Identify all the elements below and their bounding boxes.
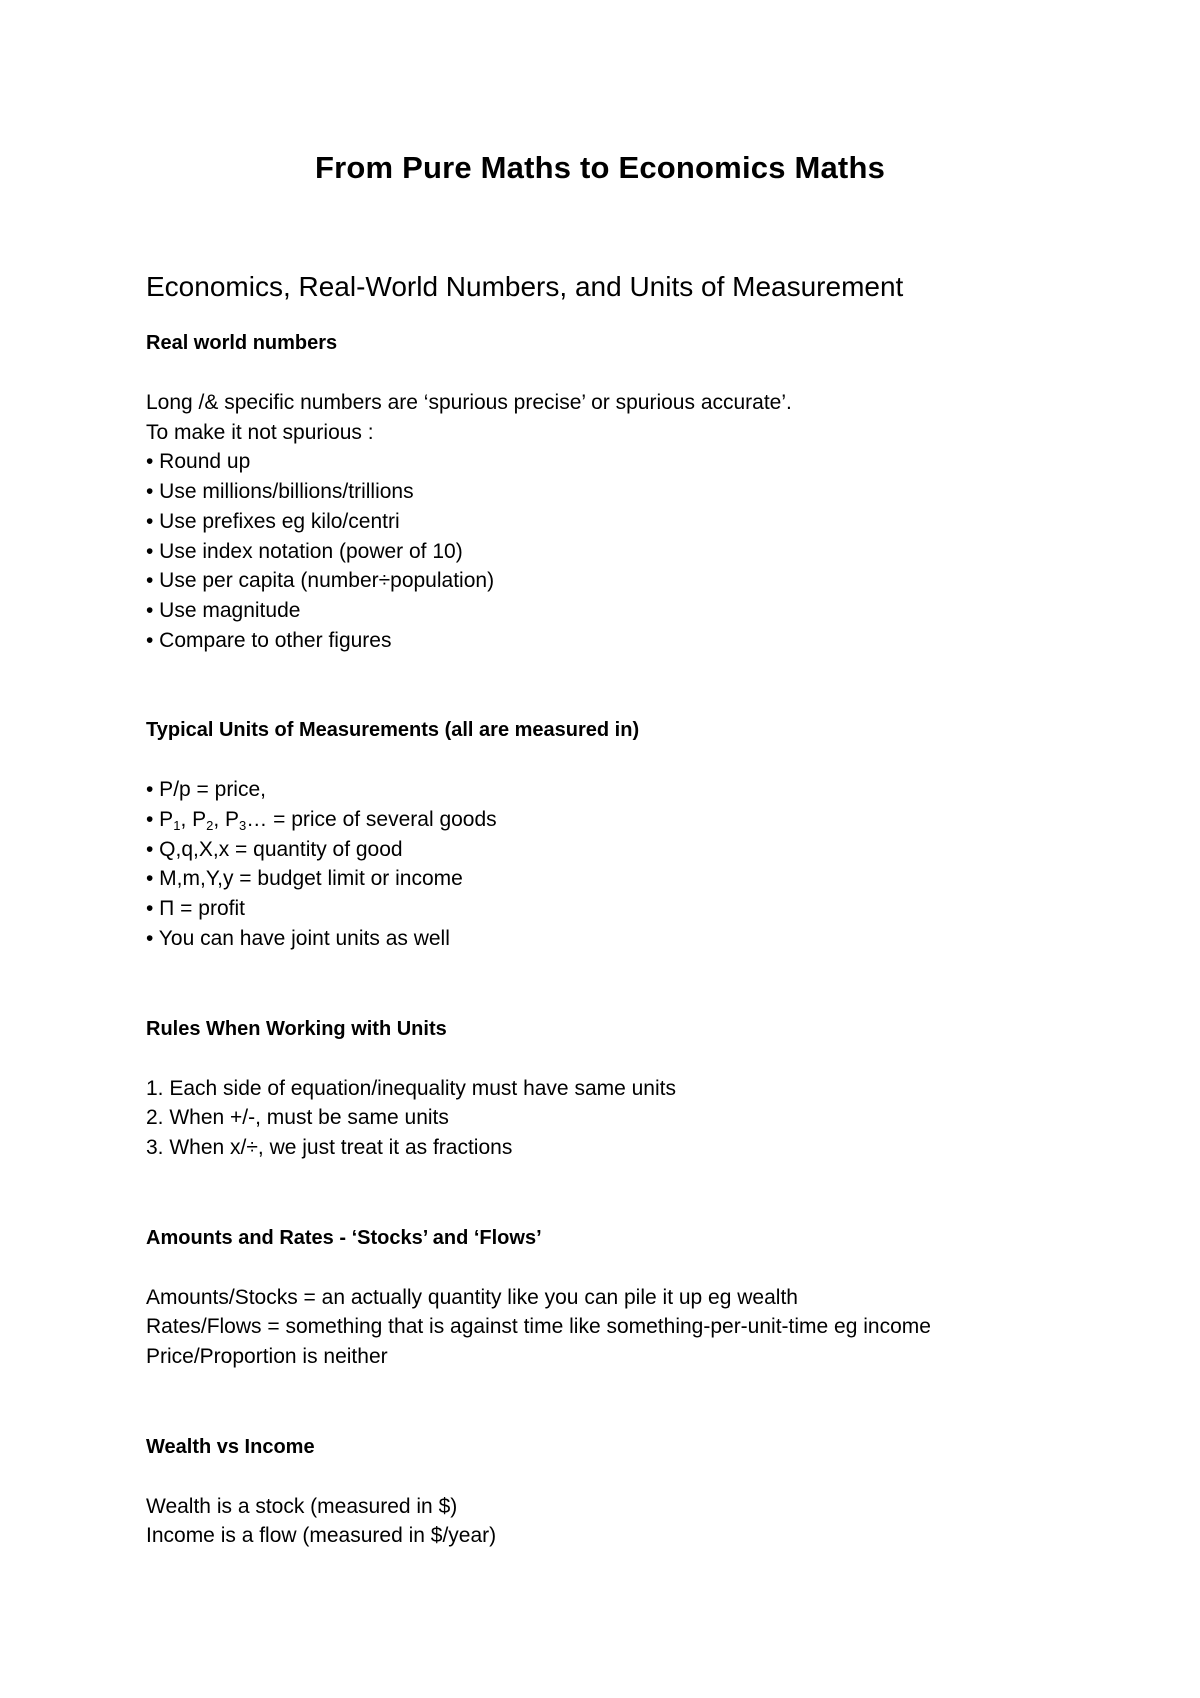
list-item-text: , P (213, 808, 240, 832)
list-item: 1. Each side of equation/inequality must have same units (146, 1076, 676, 1100)
paragraph-line: Income is a flow (measured in $/year) (146, 1524, 497, 1548)
document-body (146, 270, 1146, 1551)
list-item: • P/p = price, (146, 778, 266, 802)
section-heading: Real world numbers (146, 332, 338, 354)
intro-paragraph (146, 388, 1146, 447)
list-item: • Q,q,X,x = quantity of good (146, 837, 403, 861)
list-item: • Use index notation (power of 10) (146, 539, 463, 563)
list-item: • Use per capita (number÷population) (146, 569, 495, 593)
section-real-world-numbers (146, 328, 1146, 655)
list-item: • Π = profit (146, 897, 245, 921)
section-spacer (146, 954, 1146, 1014)
section-heading: Typical Units of Measurements (all are measured in) (146, 719, 640, 742)
paragraph-line: Long /& specific numbers are ‘spurious precise’ or spurious accurate’. (146, 391, 792, 414)
list-item-text: … = price of several goods (246, 808, 497, 832)
paragraph (146, 1492, 1146, 1551)
document-title: From Pure Maths to Economics Maths (314, 150, 886, 185)
paragraph-line: Price/Proportion is neither (146, 1345, 388, 1369)
list-item: • Use millions/billions/trillions (146, 480, 414, 504)
section-typical-units (146, 715, 1146, 953)
subscript: 3 (239, 818, 247, 834)
numbered-list (146, 1074, 1146, 1163)
list-item-text: • P (146, 808, 174, 832)
list-item: • Use magnitude (146, 598, 301, 622)
section-amounts-rates (146, 1223, 1146, 1372)
section-heading: Amounts and Rates - ‘Stocks’ and ‘Flows’ (146, 1226, 542, 1249)
section-wealth-income (146, 1432, 1146, 1551)
bullet-list (146, 775, 1146, 953)
paragraph-line: Amounts/Stocks = an actually quantity like you can pile it up eg wealth (146, 1285, 798, 1309)
list-item: • You can have joint units as well (146, 926, 450, 950)
subscript: 1 (173, 818, 181, 834)
paragraph (146, 1283, 1146, 1372)
paragraph-line: Wealth is a stock (measured in $) (146, 1494, 458, 1518)
section-spacer (146, 655, 1146, 715)
section-rules-units (146, 1014, 1146, 1163)
section-spacer (146, 1163, 1146, 1223)
list-item: • Round up (146, 450, 251, 474)
subscript: 2 (206, 818, 214, 834)
list-item: • Compare to other figures (146, 628, 392, 652)
list-item: 2. When +/-, must be same units (146, 1106, 449, 1130)
list-item (146, 805, 1146, 835)
bullet-list (146, 447, 1146, 655)
section-spacer (146, 1372, 1146, 1432)
section-heading: Wealth vs Income (146, 1435, 315, 1458)
list-item: 3. When x/÷, we just treat it as fractions (146, 1135, 513, 1159)
list-item: • M,m,Y,y = budget limit or income (146, 867, 463, 891)
paragraph-line: To make it not spurious : (146, 420, 374, 444)
list-item: • Use prefixes eg kilo/centri (146, 509, 400, 533)
document-subtitle: Economics, Real-World Numbers, and Units of Measurement (146, 271, 904, 302)
section-heading: Rules When Working with Units (146, 1017, 447, 1040)
list-item-text: , P (180, 808, 207, 832)
paragraph-line: Rates/Flows = something that is against time like something-per-unit-time eg income (146, 1315, 931, 1339)
